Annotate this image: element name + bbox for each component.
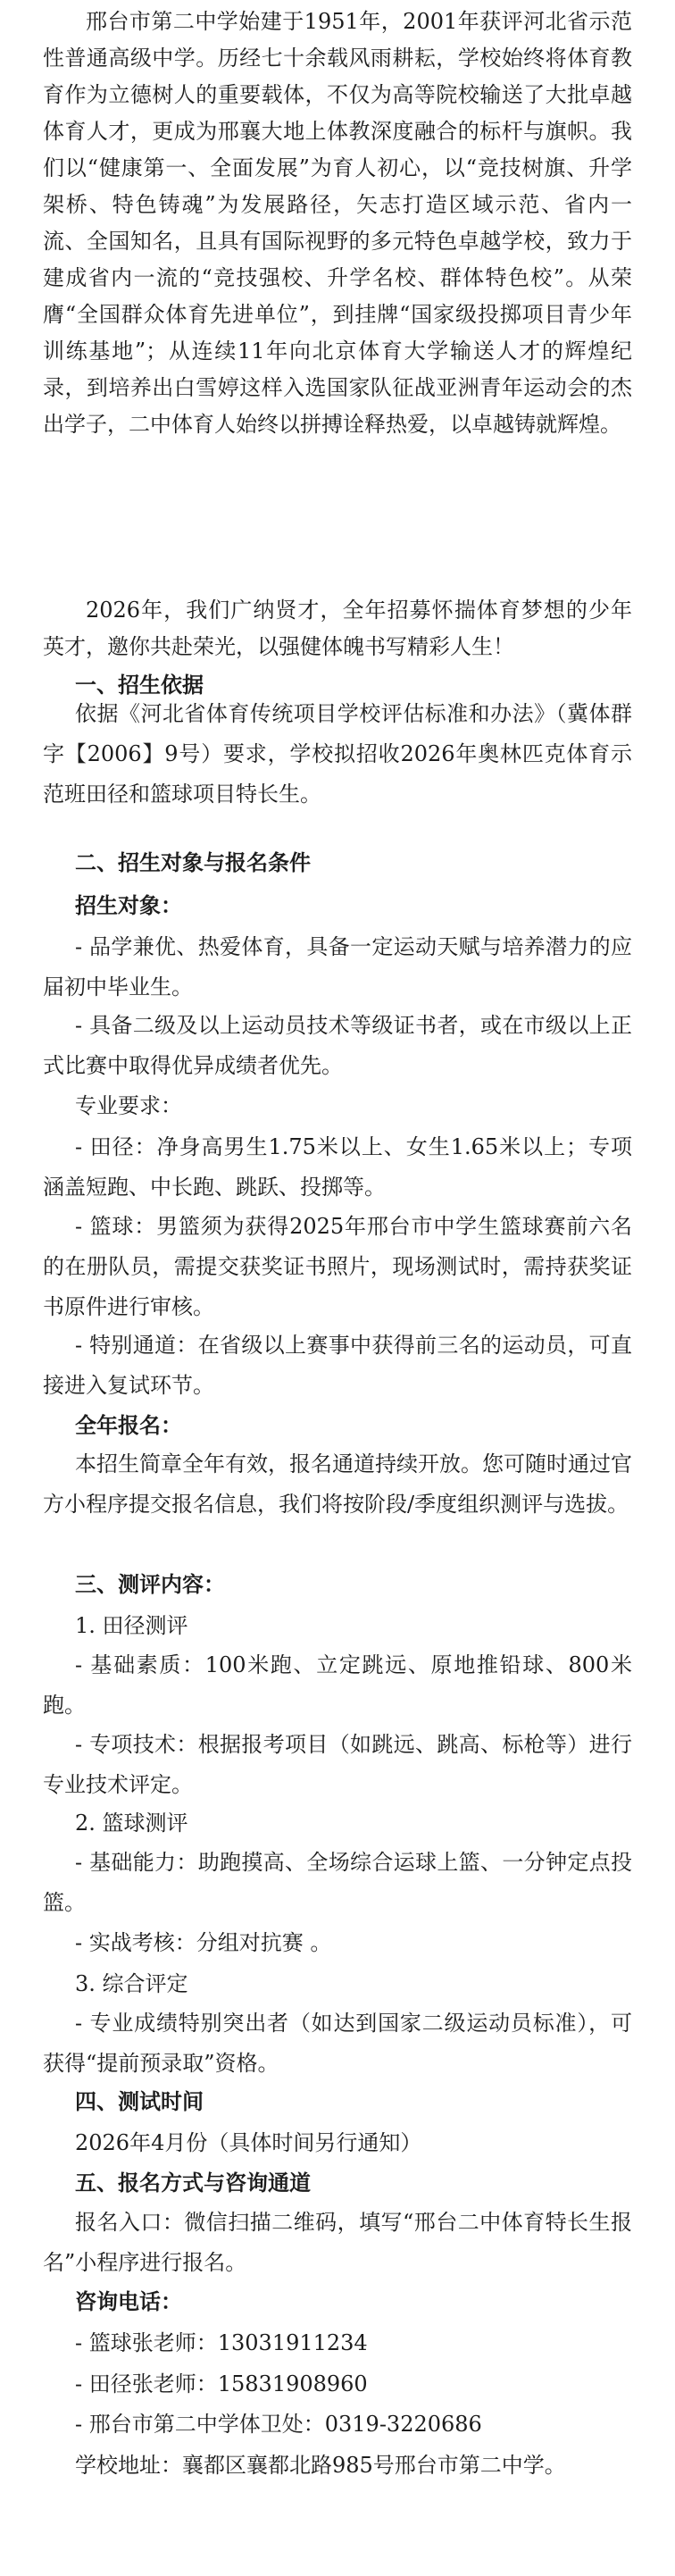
year-round-body: 本招生简章全年有效，报名通道持续开放。您可随时通过官方小程序提交报名信息，我们将按阶段/季度组织测评与选拔。 [43, 1451, 632, 1517]
overall-assessment-item: - 专业成绩特别突出者（如达到国家二级运动员标准），可获得“提前预录取”资格。 [43, 2011, 632, 2076]
contact-basketball: - 篮球张老师：13031911234 [75, 2330, 368, 2355]
track-assessment-title: 1. 田径测评 [75, 1613, 188, 1638]
intro-paragraph: 邢台市第二中学始建于1951年，2001年获评河北省示范性普通高级中学。历经七十余载风雨耕耘，学校始终将体育教育作为立德树人的重要载体，不仅为高等院校输送了大批卓越体育人才，更成为邢襄大地上体教深度融合的标杆与旗帜。我们以“健康第一、全面发展”为育人初心，以“竞技树旗、升学架桥、特色铸魂”为发展路径，矢志打造区域示范、省内一流、全国知名，且具有国际视野的多元特色卓越学校，致力于建成省内一流的“竞技强校、升学名校、群体特色校”。从荣膺“全国群众体育先进单位”，到挂牌“国家级投掷项目青少年训练基地”；从连续11年向北京体育大学输送人才的辉煌纪录，到培养出白雪婷这样入选国家队征战亚洲青年运动会的杰出学子，二中体育人始终以拼搏诠释热爱，以卓越铸就辉煌。 [43, 9, 632, 437]
contact-heading: 咨询电话： [75, 2288, 182, 2314]
target-subheading: 招生对象： [75, 892, 182, 918]
school-address: 学校地址：襄都区襄都北路985号邢台市第二中学。 [75, 2453, 566, 2478]
section-heading-eligibility: 二、招生对象与报名条件 [75, 849, 311, 875]
basketball-assessment-item: - 实战考核：分组对抗赛 。 [75, 1930, 332, 1955]
requirement-item-track: - 田径：净身高男生1.75米以上、女生1.65米以上；专项涵盖短跑、中长跑、跳跃、投掷等。 [43, 1134, 632, 1200]
basketball-assessment-item: - 基础能力：助跑摸高、全场综合运球上篮、一分钟定点投篮。 [43, 1850, 632, 1915]
requirement-item-basketball: - 篮球：男篮须为获得2025年邢台市中学生篮球赛前六名的在册队员，需提交获奖证书照片，现场测试时，需持获奖证书原件进行审核。 [43, 1214, 632, 1319]
target-item: - 具备二级及以上运动员技术等级证书者，或在市级以上正式比赛中取得优异成绩者优先。 [43, 1013, 632, 1078]
track-assessment-item: - 专项技术：根据报考项目（如跳远、跳高、标枪等）进行专业技术评定。 [43, 1732, 632, 1797]
year-round-subheading: 全年报名： [75, 1412, 182, 1438]
requirements-label: 专业要求： [75, 1093, 182, 1118]
section-heading-assessment: 三、测评内容： [75, 1571, 225, 1597]
contact-track: - 田径张老师：15831908960 [75, 2371, 368, 2396]
target-item: - 品学兼优、热爱体育，具备一定运动天赋与培养潜力的应届初中毕业生。 [43, 934, 632, 999]
registration-body: 报名入口：微信扫描二维码，填写“邢台二中体育特长生报名”小程序进行报名。 [43, 2210, 632, 2275]
basis-body: 依据《河北省体育传统项目学校评估标准和办法》（冀体群字【2006】9号）要求，学校拟招收2026年奥林匹克体育示范班田径和篮球项目特长生。 [43, 701, 632, 807]
basketball-assessment-title: 2. 篮球测评 [75, 1811, 188, 1836]
contact-sports-office: - 邢台市第二中学体卫处：0319-3220686 [75, 2412, 482, 2437]
track-assessment-item: - 基础素质：100米跑、立定跳远、原地推铅球、800米跑。 [43, 1652, 632, 1718]
section-heading-registration: 五、报名方式与咨询通道 [75, 2170, 311, 2195]
section-heading-test-time: 四、测试时间 [75, 2088, 204, 2114]
test-time-body: 2026年4月份（具体时间另行通知） [75, 2130, 422, 2155]
section-heading-basis: 一、招生依据 [75, 672, 204, 698]
intro-invitation-paragraph: 2026年，我们广纳贤才，全年招募怀揣体育梦想的少年英才，邀你共赴荣光，以强健体魄书写精彩人生！ [43, 598, 632, 659]
overall-assessment-title: 3. 综合评定 [75, 1971, 188, 1996]
requirement-item-special-channel: - 特别通道：在省级以上赛事中获得前三名的运动员，可直接进入复试环节。 [43, 1333, 632, 1398]
